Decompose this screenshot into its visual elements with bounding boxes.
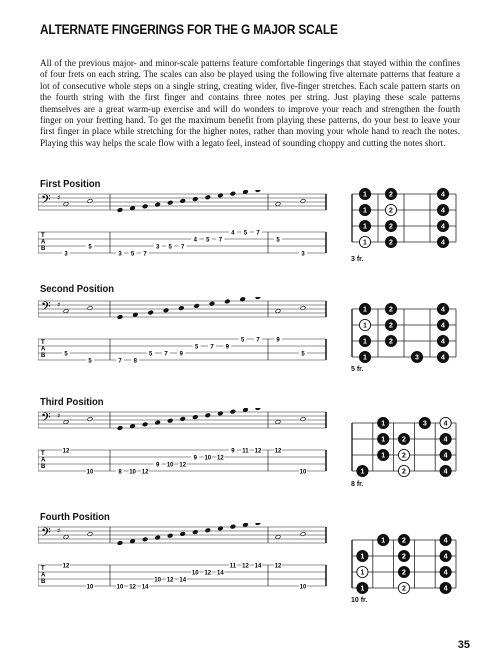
- tab-fret-number: 10: [299, 469, 307, 476]
- notation-tab-fourth-position: [38, 523, 338, 595]
- tab-fret-number: 12: [141, 469, 149, 476]
- finger-number: 2: [389, 322, 393, 330]
- tab-fret-number: 12: [254, 448, 262, 455]
- finger-number: 2: [402, 537, 406, 545]
- tab-letter: B: [41, 464, 46, 470]
- finger-number: 1: [363, 338, 367, 346]
- tab-fret-number: 12: [242, 563, 249, 570]
- tab-letter: T: [41, 340, 45, 346]
- note-head: [230, 524, 236, 529]
- finger-number: 1: [360, 585, 365, 593]
- tab-fret-number: 7: [256, 337, 260, 344]
- finger-number: 1: [363, 207, 367, 215]
- notation-tab-first-position: [38, 190, 338, 262]
- tab-fret-number: 5: [276, 237, 280, 244]
- tab-fret-number: 10: [154, 577, 161, 584]
- note-head: [87, 532, 93, 537]
- finger-number: 2: [389, 239, 393, 247]
- tab-fret-number: 12: [217, 455, 224, 462]
- finger-number: 1: [363, 322, 367, 330]
- tab-fret-number: 10: [129, 469, 136, 476]
- note-head: [180, 531, 186, 536]
- finger-number: 4: [443, 468, 448, 476]
- tab-fret-number: 12: [166, 577, 174, 584]
- fret-label-first-position: 3 fr.: [351, 256, 364, 263]
- tab-fret-number: 9: [276, 337, 280, 344]
- tab-fret-number: 12: [274, 448, 282, 455]
- finger-number: 4: [441, 223, 445, 231]
- tab-fret-number: 10: [191, 570, 199, 577]
- finger-number: 4: [441, 354, 445, 362]
- finger-number: 1: [381, 537, 386, 545]
- note-head: [178, 306, 184, 311]
- finger-number: 4: [443, 569, 448, 577]
- finger-number: 2: [389, 191, 393, 199]
- tab-fret-number: 11: [242, 448, 249, 455]
- tab-letter: B: [41, 579, 46, 585]
- tab-letter: B: [41, 353, 46, 359]
- sharp-icon: ♯: [57, 301, 61, 309]
- finger-number: 4: [443, 420, 448, 428]
- tab-fret-number: 10: [86, 469, 94, 476]
- note-head: [142, 422, 148, 427]
- tab-fret-number: 9: [155, 462, 160, 469]
- tab-fret-number: 7: [218, 237, 223, 244]
- note-head: [63, 202, 69, 207]
- note-head: [63, 309, 69, 314]
- tab-fret-number: 7: [143, 251, 147, 258]
- note-head: [209, 301, 215, 306]
- finger-number: 1: [363, 239, 367, 247]
- finger-number: 1: [363, 306, 367, 314]
- note-head: [117, 541, 123, 546]
- page-number: 35: [457, 639, 470, 651]
- section-title-second-position: Second Position: [40, 283, 115, 295]
- finger-number: 2: [402, 468, 406, 476]
- note-head: [192, 197, 198, 202]
- finger-number: 2: [402, 436, 406, 444]
- bass-clef-icon: 𝄢: [41, 299, 51, 317]
- note-head: [224, 299, 230, 304]
- note-head: [243, 523, 249, 527]
- finger-number: 1: [381, 420, 386, 428]
- note-head: [87, 306, 93, 311]
- tab-fret-number: 5: [88, 358, 92, 365]
- finger-number: 4: [443, 537, 448, 545]
- note-head: [194, 303, 200, 308]
- tab-fret-number: 9: [193, 455, 197, 462]
- finger-number: 4: [441, 207, 445, 215]
- tab-letter: B: [41, 246, 46, 252]
- tab-fret-number: 5: [240, 337, 245, 344]
- tab-fret-number: 5: [168, 244, 172, 251]
- note-head: [275, 309, 281, 314]
- finger-number: 2: [402, 569, 406, 577]
- sharp-icon: ♯: [57, 527, 61, 535]
- tab-fret-number: 10: [166, 462, 174, 469]
- finger-number: 1: [360, 553, 365, 561]
- fretboard-diagram-first-position: [348, 188, 460, 254]
- sharp-icon: ♯: [57, 412, 61, 420]
- tab-fret-number: 8: [118, 469, 122, 476]
- tab-letter: A: [41, 346, 46, 353]
- tab-fret-number: 14: [254, 563, 262, 570]
- tab-fret-number: 5: [148, 351, 153, 358]
- finger-number: 2: [389, 223, 393, 231]
- note-head: [275, 202, 281, 207]
- fretboard-diagram-second-position: [348, 303, 460, 369]
- note-head: [117, 208, 123, 213]
- page-title: ALTERNATE FINGERINGS FOR THE G MAJOR SCALE: [40, 22, 338, 37]
- fret-label-third-position: 8 fr.: [351, 481, 364, 488]
- note-head: [167, 200, 173, 205]
- note-head: [180, 198, 186, 203]
- note-head: [255, 297, 261, 299]
- note-head: [142, 537, 148, 542]
- finger-number: 4: [443, 553, 448, 561]
- finger-number: 1: [363, 223, 367, 231]
- bass-clef-icon: 𝄢: [41, 410, 51, 428]
- note-head: [300, 306, 306, 311]
- tab-letter: A: [41, 239, 46, 246]
- finger-number: 2: [389, 338, 393, 346]
- note-head: [117, 426, 123, 431]
- section-title-third-position: Third Position: [40, 396, 104, 408]
- intro-paragraph: All of the previous major- and minor-scale patterns feature comfortable fingerings that stayed within the confines of four frets on each string. The scales can also be played using the following five alternate patterns that feature a lot of consecutive whole steps on a single string, creating wider, five-finger stretches. Each scale pattern starts on the fourth string with the first finger and contains three notes per string. Just playing these scale patterns themselves are a great warm-up exercise and will do wonders to improve your reach and strengthen the fourth finger on your fretting hand. To get the maximum benefit from playing these patterns, do your best to leave your first finger in place while stretching for the higher notes, rather than moving your whole hand to reach the notes. Playing this way helps the scale flow with a legato feel, instead of sounding choppy and cutting the notes short.: [40, 58, 460, 148]
- tab-fret-number: 3: [301, 251, 305, 258]
- note-head: [148, 310, 154, 315]
- tab-letter: T: [41, 233, 45, 239]
- tab-letter: A: [41, 457, 46, 464]
- bass-clef-icon: 𝄢: [41, 192, 51, 210]
- note-head: [300, 417, 306, 422]
- note-head: [243, 190, 249, 194]
- tab-fret-number: 10: [204, 455, 212, 462]
- tab-fret-number: 9: [225, 344, 230, 351]
- finger-number: 3: [415, 354, 419, 362]
- note-head: [255, 190, 261, 192]
- finger-number: 3: [422, 420, 427, 428]
- note-head: [230, 409, 236, 414]
- tab-fret-number: 7: [256, 230, 260, 237]
- note-head: [205, 195, 211, 200]
- tab-fret-number: 3: [155, 244, 160, 251]
- finger-number: 4: [441, 322, 445, 330]
- finger-number: 4: [441, 191, 445, 199]
- finger-number: 4: [443, 585, 448, 593]
- note-head: [87, 199, 93, 204]
- tab-fret-number: 5: [88, 244, 92, 251]
- finger-number: 4: [441, 306, 445, 314]
- note-head: [63, 420, 69, 425]
- finger-number: 4: [441, 338, 445, 346]
- notation-tab-third-position: [38, 408, 338, 480]
- finger-number: 1: [381, 436, 386, 444]
- fret-label-second-position: 5 fr.: [351, 366, 364, 373]
- tab-fret-number: 14: [141, 584, 149, 591]
- tab-fret-number: 12: [129, 584, 136, 591]
- finger-number: 1: [360, 468, 365, 476]
- tab-fret-number: 8: [133, 358, 138, 365]
- note-head: [205, 528, 211, 533]
- note-head: [205, 413, 211, 418]
- note-head: [63, 535, 69, 540]
- tab-fret-number: 5: [64, 351, 68, 358]
- tab-fret-number: 5: [130, 251, 135, 258]
- finger-number: 1: [381, 452, 386, 460]
- tab-letter: T: [41, 566, 45, 572]
- note-head: [230, 191, 236, 196]
- note-head: [243, 408, 249, 412]
- tab-fret-number: 12: [204, 570, 212, 577]
- section-title-fourth-position: Fourth Position: [40, 511, 110, 523]
- tab-fret-number: 12: [62, 563, 70, 570]
- note-head: [275, 535, 281, 540]
- fretboard-diagram-fourth-position: [348, 534, 460, 600]
- fretboard-diagram-third-position: [348, 417, 460, 483]
- tab-fret-number: 3: [118, 251, 122, 258]
- tab-fret-number: 10: [116, 584, 124, 591]
- tab-letter: A: [41, 572, 46, 579]
- tab-fret-number: 14: [217, 570, 224, 577]
- tab-fret-number: 10: [299, 584, 307, 591]
- tab-fret-number: 7: [118, 358, 122, 365]
- tab-fret-number: 10: [86, 584, 94, 591]
- tab-fret-number: 5: [301, 351, 305, 358]
- tab-fret-number: 5: [206, 237, 210, 244]
- finger-number: 2: [389, 207, 393, 215]
- tab-fret-number: 4: [193, 237, 197, 244]
- note-head: [163, 308, 169, 313]
- finger-number: 2: [402, 452, 406, 460]
- note-head: [192, 415, 198, 420]
- tab-fret-number: 14: [179, 577, 187, 584]
- tab-fret-number: 7: [164, 351, 168, 358]
- note-head: [255, 523, 261, 525]
- finger-number: 4: [443, 452, 448, 460]
- note-head: [192, 530, 198, 535]
- tab-fret-number: 5: [194, 344, 199, 351]
- tab-fret-number: 7: [210, 344, 214, 351]
- tab-fret-number: 11: [229, 563, 237, 570]
- finger-number: 1: [360, 569, 365, 577]
- note-head: [300, 199, 306, 204]
- note-head: [142, 204, 148, 209]
- tab-fret-number: 3: [64, 251, 68, 258]
- finger-number: 2: [389, 306, 393, 314]
- note-head: [180, 416, 186, 421]
- finger-number: 4: [443, 436, 448, 444]
- tab-fret-number: 12: [62, 448, 70, 455]
- note-head: [117, 315, 123, 320]
- notation-tab-second-position: [38, 297, 338, 369]
- tab-fret-number: 9: [231, 448, 235, 455]
- finger-number: 2: [402, 585, 406, 593]
- tab-fret-number: 7: [181, 244, 185, 251]
- note-head: [275, 420, 281, 425]
- section-title-first-position: First Position: [40, 178, 101, 190]
- note-head: [300, 532, 306, 537]
- finger-number: 1: [363, 354, 367, 362]
- note-head: [255, 408, 261, 410]
- tab-fret-number: 5: [243, 230, 248, 237]
- tab-fret-number: 9: [179, 351, 184, 358]
- tab-fret-number: 12: [179, 462, 187, 469]
- note-head: [87, 417, 93, 422]
- finger-number: 1: [363, 191, 367, 199]
- note-head: [167, 533, 173, 538]
- sharp-icon: ♯: [57, 194, 61, 202]
- fret-label-fourth-position: 10 fr.: [351, 597, 368, 604]
- tab-letter: T: [41, 451, 45, 457]
- tab-fret-number: 4: [231, 230, 235, 237]
- tab-fret-number: 12: [274, 563, 282, 570]
- bass-clef-icon: 𝄢: [41, 525, 51, 543]
- finger-number: 4: [441, 239, 445, 247]
- note-head: [167, 418, 173, 423]
- finger-number: 2: [402, 553, 406, 561]
